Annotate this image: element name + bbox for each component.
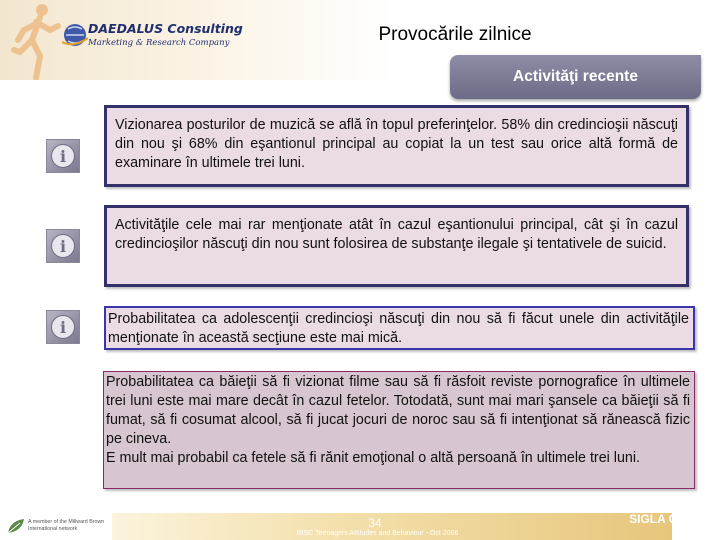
client-logo-placeholder: SIGLA CLIENT xyxy=(629,512,712,526)
finding-text-2: Activităţile cele mai rar menţionate atât în cazul eşantionului principal, cât şi în cazul credincioşilor născuţi din nou sunt folosirea de substanţe ilegale şi tentativele de suicid. xyxy=(115,217,678,252)
page-title: Provocările zilnice xyxy=(378,24,532,45)
globe-icon xyxy=(62,20,88,50)
finding-text-4: Probabilitatea ca băieţii să fi vizionat filme sau să fi răsfoit reviste pornografice în ultimele trei luni este mai mare decât în cazul fetelor. Totodată, sunt mai mari şansele ca băieţii să fi fumat, să fi cosumat alcool, să fi jucat jocuri de noroc sau să fi intenţionat să rănească fizic pe cineva. xyxy=(106,374,690,447)
leaf-logo-icon xyxy=(6,517,26,535)
info-icon: i xyxy=(46,310,80,344)
finding-box-3 xyxy=(104,306,695,350)
finding-box-1 xyxy=(104,105,689,187)
info-icon: i xyxy=(46,139,80,173)
info-icon: i xyxy=(46,229,80,263)
finding-text-3: Probabilitatea ca adolescenţii credincioşi născuţi din nou să fi făcut unele din activităţile menţionate în această secţiune este mai mică. xyxy=(108,311,689,346)
finding-box-2 xyxy=(104,205,689,287)
company-logo xyxy=(62,14,262,60)
section-tab-label: Activităţi recente xyxy=(513,68,638,85)
runner-silhouette xyxy=(6,0,66,80)
finding-text-5: E mult mai probabil ca fetele să fi rănit emoţional o altă persoană în ultimele trei luni. xyxy=(106,450,641,466)
page-number: 34 xyxy=(368,516,382,530)
finding-text-1: Vizionarea posturilor de muzică se află în topul preferinţelor. 58% din credincioşii născuţi din nou şi 68% din eşantionul principal au copiat la un test sau orice altă formă de examinare în ultimele trei luni. xyxy=(115,117,678,171)
logo-name: DAEDALUS Consulting xyxy=(88,21,243,36)
section-tab xyxy=(450,55,701,99)
footer-source: RISC Teenagers Attitudes and Behaviour - Oct 2006 xyxy=(296,530,459,537)
logo-tagline: Marketing & Research Company xyxy=(88,38,230,48)
finding-box-4 xyxy=(103,371,695,489)
footer-network xyxy=(6,515,116,537)
network-note: A member of the Millward Brown International network xyxy=(28,519,105,532)
